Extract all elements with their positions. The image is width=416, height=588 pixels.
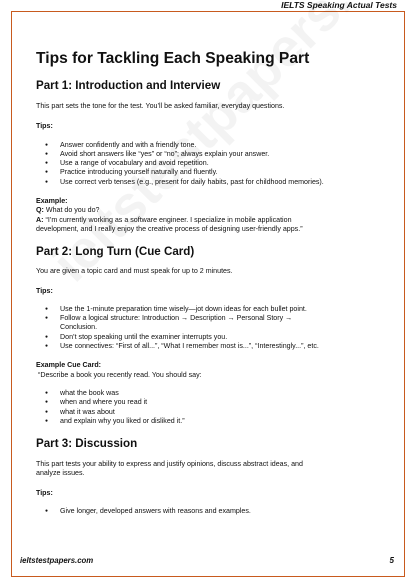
list-item: ● Use the 1-minute preparation time wisely—jot down ideas for each bullet point. [36, 305, 384, 314]
part3-intro-line1: This part tests your ability to express and justify opinions, discuss abstract ideas, and [36, 460, 303, 469]
part3-tips-label: Tips: [36, 488, 53, 497]
list-item [36, 314, 384, 333]
list-item: ● what it was about [36, 408, 384, 417]
part1-answer [36, 216, 384, 225]
part3-heading: Part 3: Discussion [36, 437, 138, 451]
question-text: What do you do? [45, 206, 100, 215]
answer-text-line2: development, and I really enjoy the creative process of designing user-friendly apps.” [36, 224, 303, 233]
document-body [36, 49, 384, 516]
part2-cue-label: Example Cue Card: [36, 361, 102, 370]
list-item: ● when and where you read it [36, 398, 384, 407]
part1-question [36, 206, 384, 215]
part1-intro: This part sets the tone for the test. You’ll be asked familiar, everyday questions. [36, 102, 285, 110]
list-item: ● Don’t stop speaking until the examiner interrupts you. [36, 333, 384, 342]
header-title: IELTS Speaking Actual Tests [281, 0, 397, 10]
part1-example-label: Example: [36, 197, 68, 206]
part2-cue-text: “Describe a book you recently read. You should say: [38, 370, 202, 379]
part2-intro: You are given a topic card and must speak for up to 2 minutes. [36, 267, 233, 276]
list-item: ● Give longer, developed answers with reasons and examples. [36, 507, 384, 516]
part2-tips-label: Tips: [36, 286, 53, 295]
q-label: Q: [36, 206, 44, 215]
part2-tips-list [36, 305, 384, 351]
part2-heading: Part 2: Long Turn (Cue Card) [36, 245, 195, 259]
part1-heading: Part 1: Introduction and Interview [36, 79, 221, 92]
part3-tips-list [36, 507, 384, 516]
list-item: ● Use correct verb tenses (e.g., present for daily habits, past for childhood memories). [36, 178, 384, 187]
part1-tips-list [36, 141, 384, 187]
answer-text-line1: “I’m currently working as a software engineer. I specialize in mobile application [45, 215, 292, 224]
tip-text-continued: Conclusion. [60, 323, 98, 332]
list-item: ● Use a range of vocabulary and avoid repetition. [36, 159, 384, 168]
a-label: A: [36, 215, 44, 224]
list-item: ● what the book was [36, 389, 384, 398]
page-title: Tips for Tackling Each Speaking Part [36, 50, 310, 67]
list-item: ● Use connectives: “First of all...”, “What I remember most is...”, “Interestingly...”, etc. [36, 342, 384, 351]
list-item: ● and explain why you liked or disliked it.” [36, 417, 384, 426]
list-item: ● Avoid short answers like “yes” or “no”; always explain your answer. [36, 150, 384, 159]
part1-tips-label: Tips: [36, 122, 53, 131]
list-item: ● Practice introducing yourself naturally and fluently. [36, 168, 384, 177]
footer-site: ieltstestpapers.com [20, 556, 94, 565]
part2-cue-points [36, 389, 384, 426]
part3-intro-line2: analyze issues. [36, 469, 85, 478]
tip-text: Follow a logical structure: Introduction → Description → Personal Story → [60, 314, 293, 323]
list-item: ● Answer confidently and with a friendly tone. [36, 141, 384, 150]
footer-page-number: 5 [389, 556, 394, 565]
